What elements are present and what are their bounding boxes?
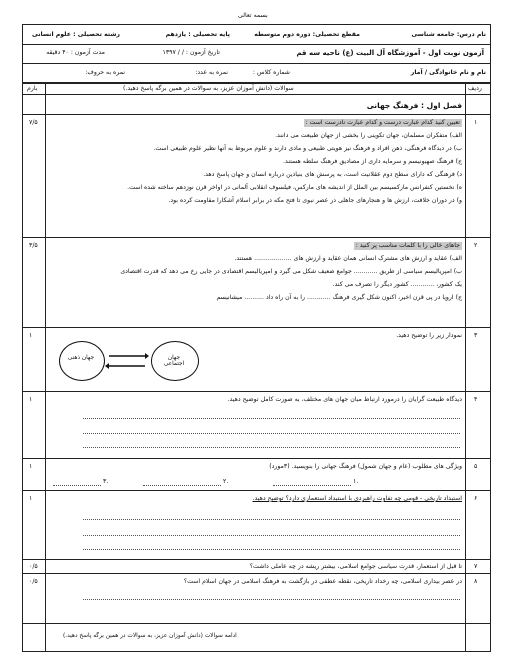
question-number: ۱ (474, 119, 478, 126)
question-line: ه) نخستین کنفرانس مارکسیسم بین الملل از اندیشه های مارکس، فیلسوف انقلابی آلمانی در اواخر قرن نوزدهم ساخته شده است. (127, 184, 462, 191)
answer-line (83, 599, 460, 600)
question-number: ۲ (474, 242, 478, 249)
social-world-label: جهان اجتماعی (163, 355, 185, 367)
questions-column-header: سوالات (دانش آموزان عزیز، به سوالات در همین برگه پاسخ دهید.) (123, 85, 294, 92)
question-line: د) فرهنگی که دارای سطح دوم عقلانیت است، به پرسش های بنیادین درباره انسان و جهان پاسخ دهد. (203, 171, 462, 178)
question-points: ۳/۵ (29, 242, 38, 249)
section-title: فصل اول : فرهنگ جهانی (366, 101, 462, 110)
question-points: ۰/۵ (29, 563, 38, 570)
question-number: ۵ (474, 463, 478, 470)
question-line: الف) عقاید و ارزش های مشترک انسانی همان عقاید و ارزش های ................... هستند. (234, 255, 462, 262)
mental-world-label: جهان ذهنی (67, 355, 95, 361)
question-heading: استبداد تاریخی - قومی چه تفاوت راهبردی با استبداد استعماری دارد؟ توضیح دهید. (252, 495, 462, 502)
question-line: ب) امپریالیسم سیاسی از طریق ............ جوامع ضعیف شکل می گیرد و امپریالیسم اقتصادی در جایی رخ می دهد که قدرت اقتصادی (120, 268, 462, 275)
footer-note: ادامه سوالات (دانش آموزان عزیز، به سوالات در همین برگه پاسخ دهید.) (63, 633, 237, 639)
question-number: ۸ (474, 578, 478, 585)
question-number: ۴ (474, 396, 478, 403)
question-heading: نمودار زیر را توضیح دهید. (396, 332, 462, 339)
page-title: بسمه تعالی (238, 12, 268, 19)
question-heading: دیدگاه طبیعت گرایان را درمورد ارتباط میان جهان های مختلف، به صورت کامل توضیح دهید. (227, 396, 462, 403)
question-heading: تعیین کنید کدام عبارت درست و کدام عبارت نادرست است : (305, 119, 460, 126)
exam-duration: مدت آزمون : ۴۰ دقیقه (46, 49, 105, 56)
question-number: ۷ (474, 563, 478, 570)
answer-line (83, 535, 460, 536)
points-column-header: بارم (27, 85, 38, 92)
bidirectional-arrows-icon (105, 351, 149, 371)
answer-line (53, 485, 101, 486)
question-heading: در عصر بیداری اسلامی، چه رخداد تاریخی، نقطه عطفی در بازگشت به فرهنگ اسلامی در جهان اسلام است؟ (183, 578, 462, 585)
question-points: ۷/۵ (29, 119, 38, 126)
subject-label: نام درس: جامعه شناسی (411, 31, 486, 38)
exam-title: آزمون نوبت اول - آموزشگاه آل البیت (ع) ناحیه سه قم (296, 49, 484, 57)
answer-item: ۲. (223, 478, 229, 485)
level-label: مقطع تحصیلی: دوره دوم متوسطه (254, 31, 360, 38)
exam-date: تاریخ آزمون : / / ۱۳۹۷ (162, 49, 220, 56)
question-points: ۱ (29, 463, 33, 470)
question-heading: جاهای خالی را با کلمات مناسب پر کنید : (355, 242, 460, 249)
answer-line (83, 519, 460, 520)
question-number: ۶ (474, 495, 478, 502)
exam-header (22, 24, 491, 84)
field-label: رشته تحصیلی : علوم انسانی (31, 31, 120, 38)
question-number: ۳ (474, 332, 478, 339)
answer-line (143, 485, 221, 486)
score-letters-label: نمره به حروف: (85, 69, 125, 76)
question-points: ۱ (29, 396, 33, 403)
answer-item: ۳. (103, 478, 109, 485)
answer-line (83, 549, 460, 550)
question-line: ج) اروپا در پی قرن اخیر، اکنون شکل گیری فرهنگ ............ را به آن راه داد .......... میشانیسم (216, 294, 462, 301)
question-line: و) در دوران خلافت، ارزش ها و هنجارهای جاهلی در عصر نبوی تا فتح مکه در برابر اسلام آشکارا مقاومت کرده بود. (168, 197, 462, 204)
question-points: ۰/۵ (29, 578, 38, 585)
question-points: ۱ (29, 332, 33, 339)
answer-line (273, 485, 351, 486)
question-heading: ویژگی های مطلوب (عام و جهان شمول) فرهنگ جهانی را بنویسید. (۳مورد) (269, 463, 462, 470)
answer-item: ۱. (353, 478, 359, 485)
answer-line (83, 433, 460, 434)
question-points: ۱ (29, 495, 33, 502)
row-column-header: ردیف (468, 85, 482, 92)
class-number-label: شماره کلاس : (252, 69, 290, 76)
question-line: ج) فرهنگ صهیونیسم و سرمایه داری از مصادیق فرهنگ سلطه هستند. (283, 158, 462, 165)
student-name-label: نام و نام خانوادگی / آمار (410, 69, 486, 76)
score-digits-label: نمره به عدد: (195, 69, 228, 76)
answer-line (83, 447, 460, 448)
question-heading: تا قبل از استعمار، قدرت سیاسی جوامع اسلامی، بیشتر ریشه در چه عاملی داشت؟ (249, 563, 462, 570)
question-line: ب) در دیدگاه فرهنگی، ذهن افراد و فرهنگ نیز هویتی طبیعی و مادی دارند و علوم مربوط به آنها نظیر علوم طبیعی است. (153, 145, 462, 152)
grade-label: پایه تحصیلی : یازدهم (165, 31, 230, 38)
questions-table (22, 82, 491, 652)
question-line: الف) متفکران مسلمان، جهان تکوینی را بخشی از جهان طبیعت می دانند. (275, 132, 462, 139)
answer-line (83, 418, 460, 419)
question-line: یک کشور، ............ کشور دیگر را تصرف می کند. (332, 281, 462, 288)
